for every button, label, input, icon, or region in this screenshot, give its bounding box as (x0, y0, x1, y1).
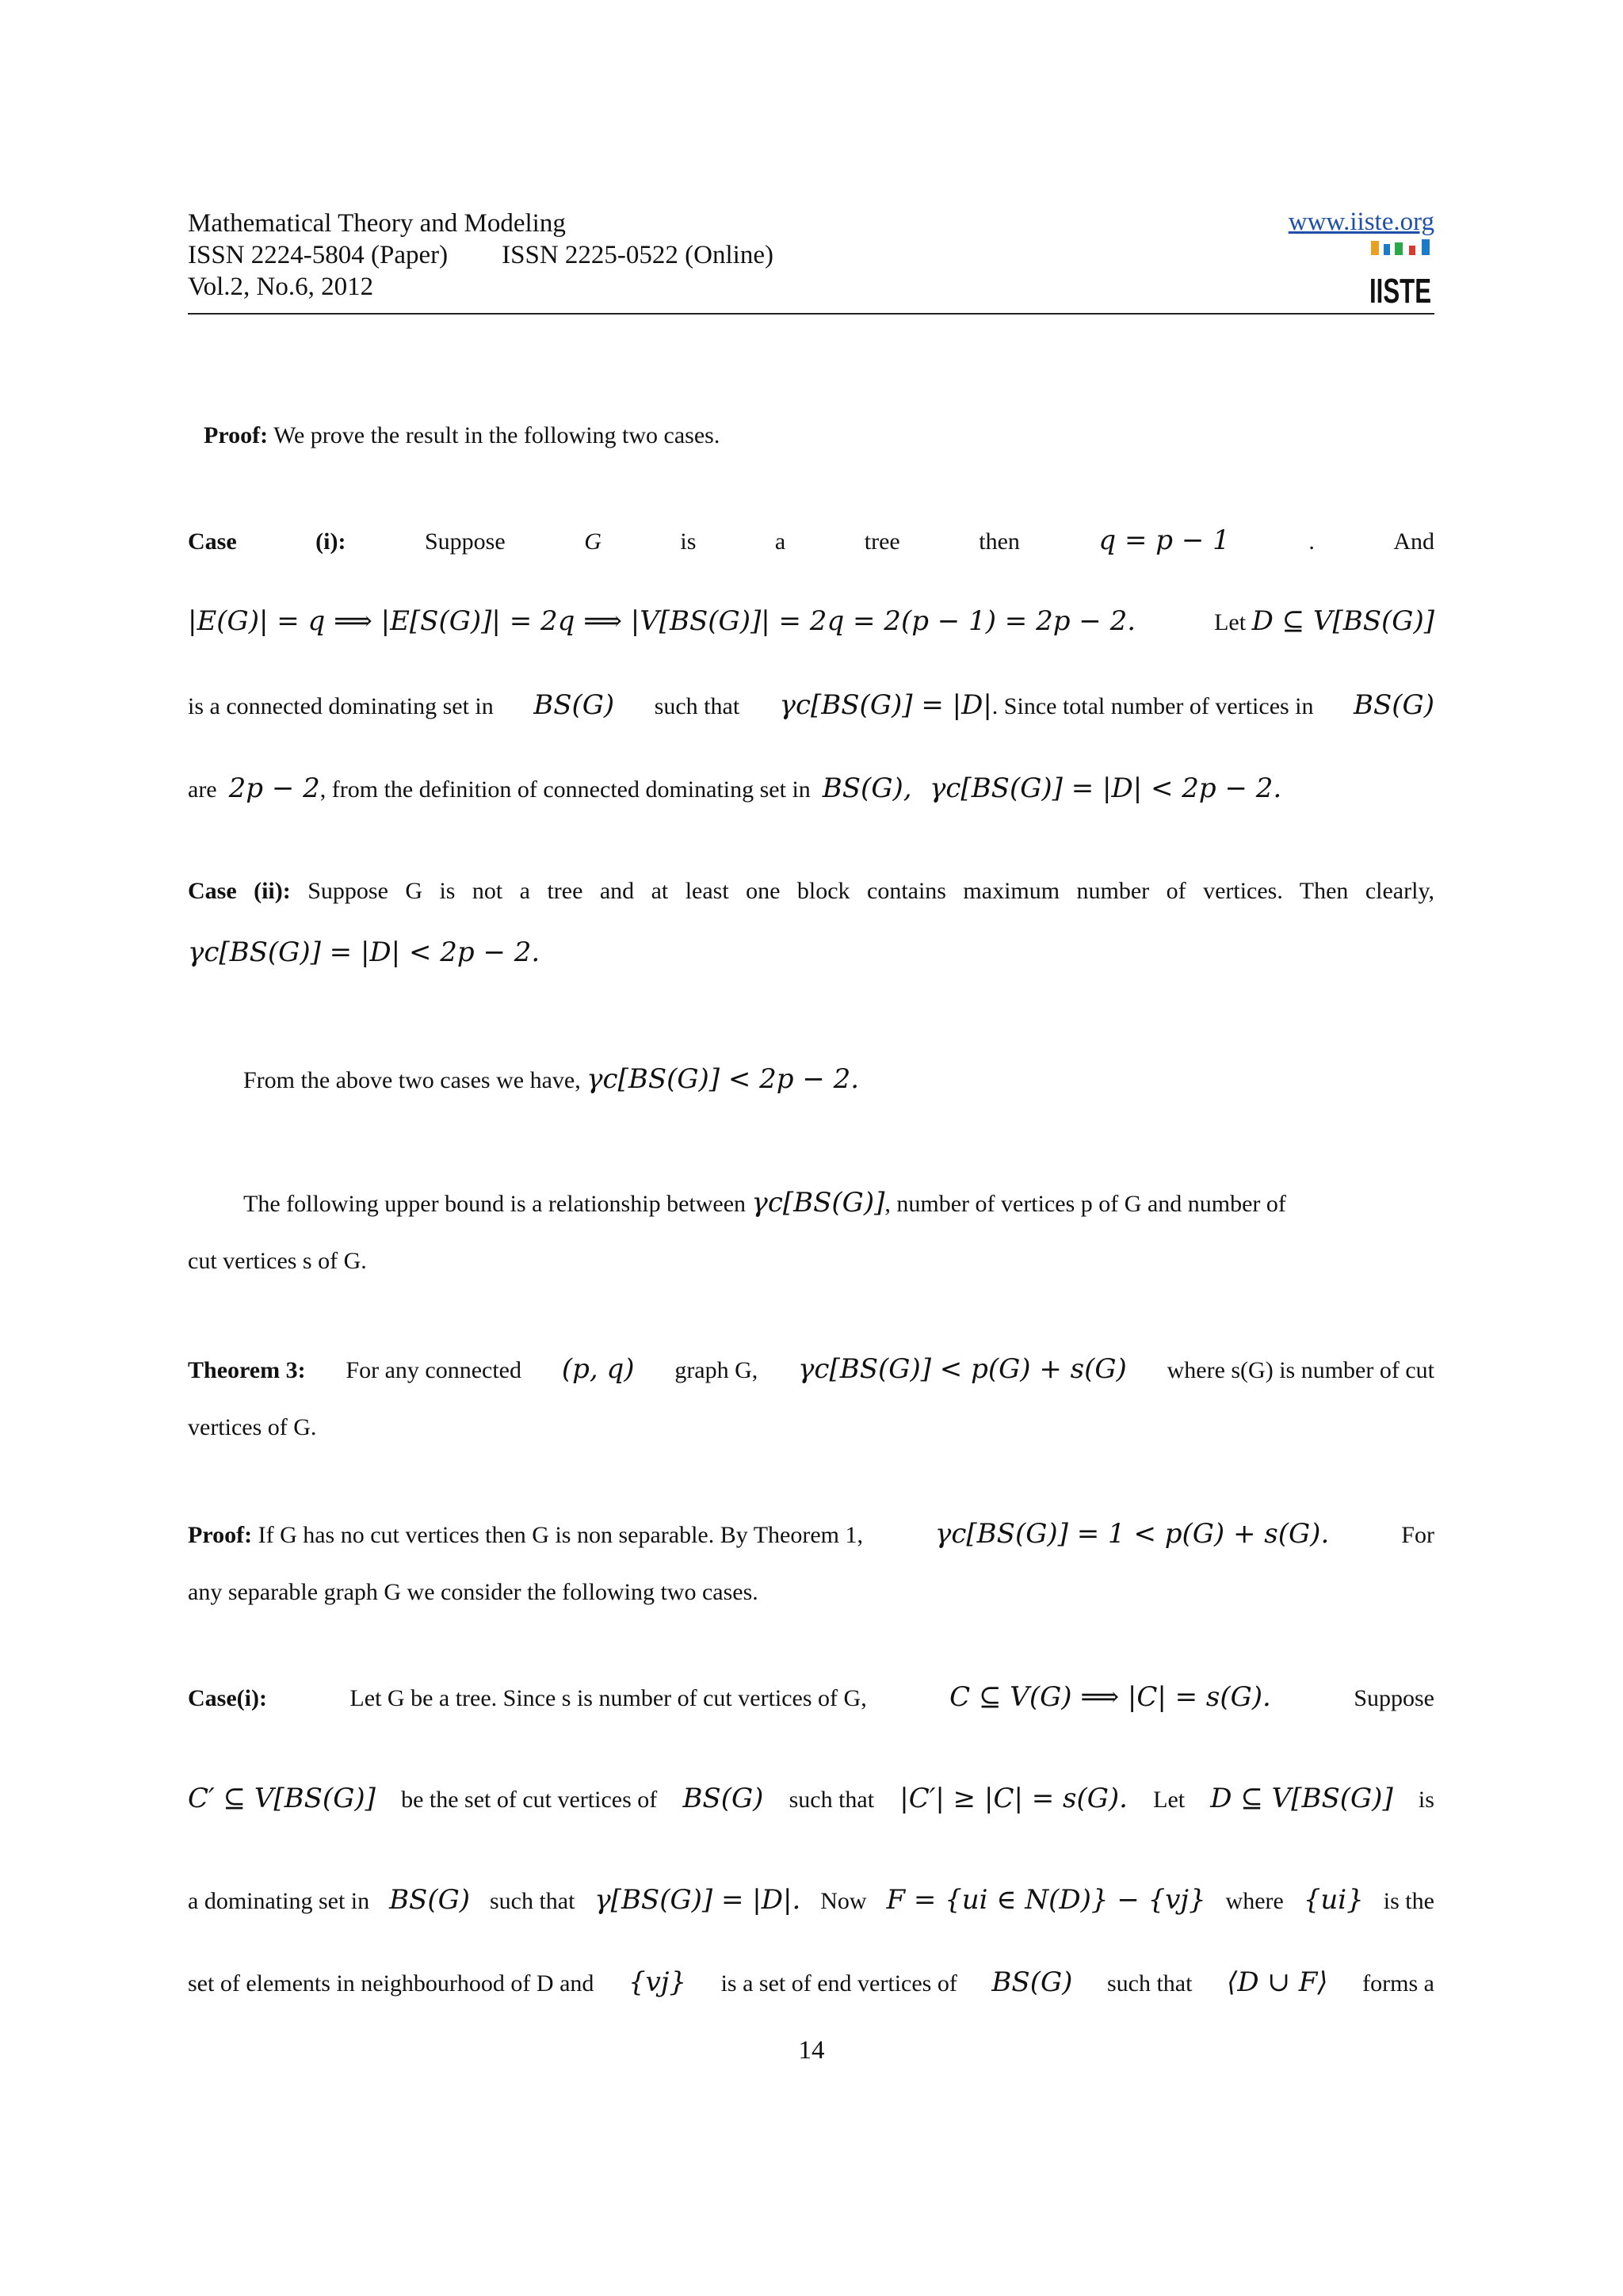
upper-bound-text-a: The following upper bound is a relationship between (243, 1191, 747, 1217)
theorem-3-text-c: where s(G) is number of cut (1167, 1357, 1434, 1383)
case-3-text-o: forms a (1362, 1970, 1434, 1997)
header-rule (188, 313, 1434, 315)
case-i-let: Let (1214, 609, 1247, 635)
proof-2-label: Proof: (188, 1522, 253, 1548)
page-number: 14 (798, 2036, 825, 2065)
case-i-number: (i): (315, 528, 346, 555)
case-i-set: D ⊆ V[BS(G)] (1251, 605, 1434, 637)
case-i-word-4: a (774, 528, 786, 555)
case-i-period: . (1308, 528, 1315, 555)
issn-paper: ISSN 2224-5804 (Paper) (188, 241, 449, 269)
case-3-math-gamma: γ[BS(G)] = |D|. (594, 1884, 801, 1916)
case-3-text-k: is the (1383, 1888, 1434, 1914)
case-i-label: Case (188, 528, 237, 555)
case-3-math-bs-2: BS(G) (389, 1884, 471, 1916)
line-3-text-a: is a connected dominating set in (188, 693, 494, 719)
case-3-text-a: Let G be a tree. Since s is number of cut vertices of G, (349, 1685, 867, 1711)
case-3-math-ui: {ui} (1303, 1884, 1364, 1916)
case-i-line-1 (188, 523, 1434, 559)
svg-text:IISTE: IISTE (1369, 272, 1431, 311)
line-4-text-a: are (188, 776, 217, 803)
case-3-text-d: such that (789, 1787, 875, 1813)
proof-1-text: We prove the result in the following two cases. (273, 422, 720, 448)
case-3-line-1 (188, 1680, 1434, 1716)
case-3-math-bs-3: BS(G) (991, 1966, 1073, 1998)
conclusion-line (188, 1062, 1490, 1098)
line-4-text-b: , from the definition of connected dominating set in (319, 776, 811, 803)
case-3-text-l: set of elements in neighbourhood of D and (188, 1970, 594, 1997)
proof-2-text-c: any separable graph G we consider the following two cases. (188, 1579, 758, 1605)
theorem-3-text-a: For any connected (346, 1357, 521, 1383)
case-ii-math: γc[BS(G)] = |D| < 2p − 2. (188, 936, 540, 968)
theorem-3-math-2: γc[BS(G)] < p(G) + s(G) (798, 1353, 1127, 1385)
case-3-text-m: is a set of end vertices of (720, 1970, 957, 1997)
line-3-text-b: such that (654, 693, 740, 719)
case-3-text-b: Suppose (1354, 1685, 1434, 1711)
case-ii-line-2 (188, 935, 1434, 971)
case-3-text-n: such that (1106, 1970, 1193, 1997)
case-ii-label: Case (ii): (188, 878, 291, 904)
case-3-math-c-prime: C′ ⊆ V[BS(G)] (188, 1783, 376, 1814)
line-4-math-2: BS(G), (822, 772, 912, 804)
case-3-text-c: be the set of cut vertices of (401, 1787, 658, 1813)
case-3-text-f: is (1418, 1787, 1434, 1813)
case-3-text-g: a dominating set in (188, 1888, 370, 1914)
case-i-word-6: then (979, 528, 1020, 555)
upper-bound-line-1 (188, 1185, 1490, 1222)
theorem-3-label: Theorem 3: (188, 1357, 306, 1383)
proof-2-text-b: For (1401, 1522, 1434, 1548)
case-3-math-f: F = {ui ∈ N(D)} − {vj} (886, 1884, 1206, 1916)
theorem-3-text-d: vertices of G. (188, 1414, 317, 1440)
theorem-3-line-1 (188, 1352, 1434, 1388)
volume-info: Vol.2, No.6, 2012 (188, 273, 374, 301)
proof-2-math: γc[BS(G)] = 1 < p(G) + s(G). (935, 1518, 1330, 1550)
case-3-text-h: such that (489, 1888, 575, 1914)
upper-bound-math: γc[BS(G)] (751, 1187, 885, 1219)
journal-title: Mathematical Theory and Modeling (188, 209, 566, 238)
case-3-math-bs: BS(G) (682, 1783, 764, 1814)
theorem-3-line-2 (188, 1410, 1434, 1445)
case-i-word-1: Suppose (425, 528, 506, 555)
case-3-math-vj: {vj} (628, 1966, 686, 1998)
line-3-math-1: BS(G) (533, 689, 615, 721)
proof-2-line-2 (188, 1575, 1434, 1610)
proof-1-label: Proof: (204, 422, 269, 448)
case-3-line-3 (188, 1882, 1434, 1919)
issn-online: ISSN 2225-0522 (Online) (502, 241, 773, 269)
proof-2-line-1 (188, 1516, 1434, 1553)
upper-bound-line-2 (188, 1244, 1434, 1279)
line-3-text-c: . Since total number of vertices in (991, 693, 1314, 719)
case-3-text-e: Let (1153, 1787, 1186, 1813)
case-i-line-2 (188, 604, 1434, 640)
case-3-line-4 (188, 1965, 1434, 2001)
theorem-3-text-b: graph G, (674, 1357, 758, 1383)
proof-2-text-a: If G has no cut vertices then G is non separable. By Theorem 1, (258, 1522, 863, 1548)
issn-line (188, 239, 773, 271)
case-3-math-union: ⟨D ∪ F⟩ (1227, 1966, 1328, 1998)
conclusion-text: From the above two cases we have, (243, 1067, 581, 1093)
case-i-and: And (1393, 528, 1434, 555)
line-4-math-1: 2p − 2 (228, 772, 320, 804)
proof-1 (204, 418, 1450, 453)
upper-bound-text-c: cut vertices s of G. (188, 1248, 367, 1274)
upper-bound-text-b: , number of vertices p of G and number of (884, 1191, 1286, 1217)
case-i-equation: q = p − 1 (1098, 524, 1230, 556)
case-3-text-j: where (1225, 1888, 1284, 1914)
theorem-3-math-1: (p, q) (561, 1353, 635, 1385)
case-ii-line-1 (188, 874, 1434, 909)
case-3-label: Case(i): (188, 1685, 267, 1711)
header-right (1289, 208, 1434, 237)
case-3-math-cardinality: |C′| ≥ |C| = s(G). (899, 1783, 1128, 1814)
line-3-math-2: γc[BS(G)] = |D| (779, 689, 992, 721)
conclusion-math: γc[BS(G)] < 2p − 2. (586, 1063, 860, 1095)
case-3-line-2 (188, 1781, 1434, 1817)
line-4-math-3: γc[BS(G)] = |D| < 2p − 2. (930, 772, 1282, 804)
case-3-text-i: Now (820, 1888, 867, 1914)
line-3-math-3: BS(G) (1354, 689, 1434, 721)
case-3-math-d: D ⊆ V[BS(G)] (1210, 1783, 1393, 1814)
case-i-word-3: is (680, 528, 697, 555)
case-i-line-3 (188, 688, 1434, 724)
iiste-logo-icon (1368, 239, 1433, 311)
case-i-chain-equation: |E(G)| = q ⟹ |E[S(G)]| = 2q ⟹ |V[BS(G)]| = 2q = 2(p − 1) = 2p − 2. (188, 605, 1136, 637)
case-i-line-4 (188, 771, 1434, 807)
case-i-word-5: tree (864, 528, 900, 555)
case-i-word-2: G (584, 528, 601, 555)
case-3-math: C ⊆ V(G) ⟹ |C| = s(G). (949, 1681, 1271, 1713)
case-ii-text: Suppose G is not a tree and at least one block contains maximum number of vertices. Then clearly, (307, 878, 1434, 904)
journal-header (188, 208, 773, 303)
website-link[interactable]: www.iiste.org (1288, 208, 1434, 236)
